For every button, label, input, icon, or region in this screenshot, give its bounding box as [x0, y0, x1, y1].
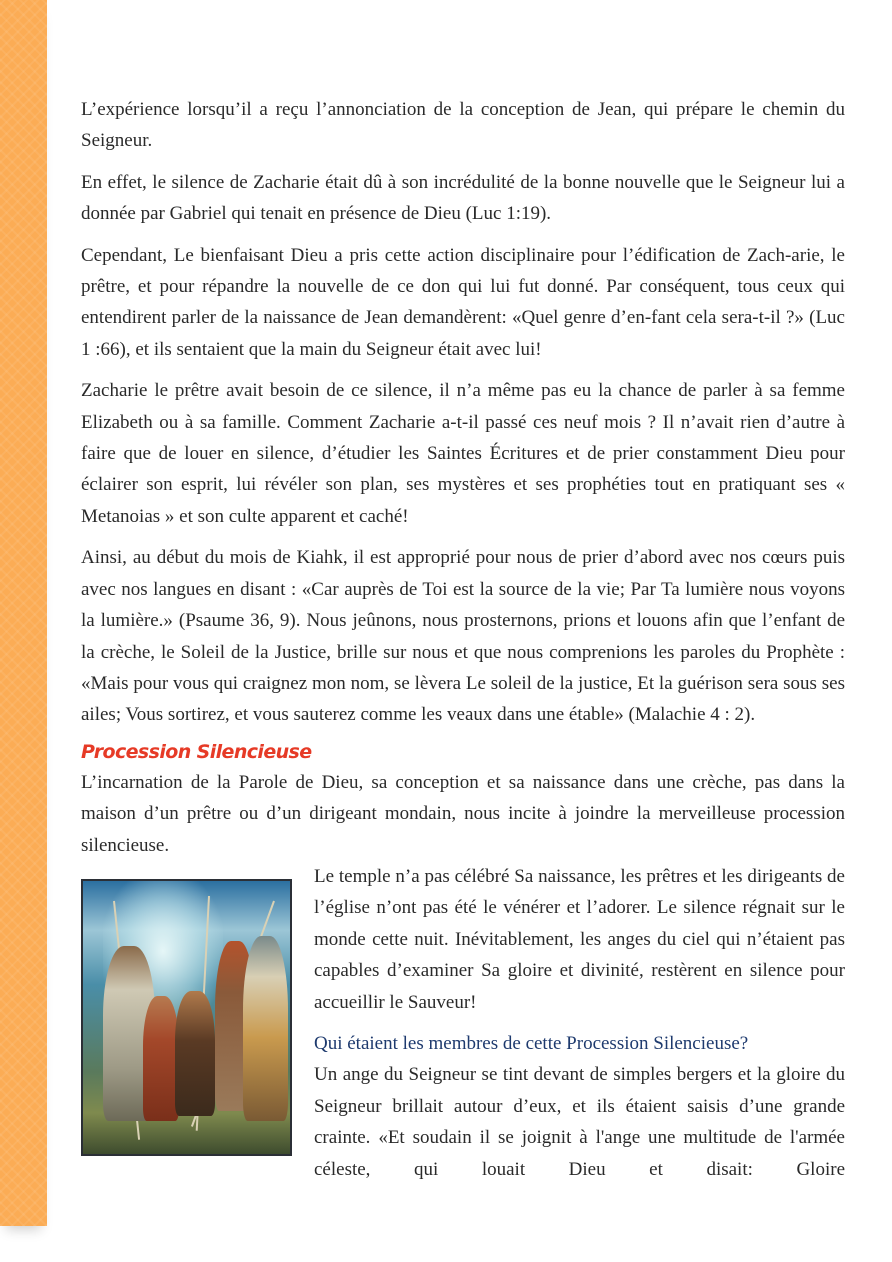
section-wrap — [81, 861, 845, 1185]
paragraph: Un ange du Seigneur se tint devant de simples bergers et la gloire du Seigneur brillait autour d’eux, et ils étaient saisis d’une grande crainte. «Et soudain il se joignit à l'ange une multitude de l'armée céleste, qui louait Dieu et disait: Gloire — [314, 1064, 845, 1180]
article-body — [81, 94, 845, 1185]
painting-figure — [243, 936, 288, 1121]
section-title: Procession Silencieuse — [81, 740, 312, 763]
paragraph: Cependant, Le bienfaisant Dieu a pris cette action disciplinaire pour l’édification de Zach-arie, le prêtre, et pour répandre la nouvelle de ce don qui lui fut donné. Par conséquent, tous ceux qui entendirent parler de la naissance de Jean demandèrent: «Quel genre d’en-fant cela sera-t-il ?» (Luc 1 :66), et ils sentaient que la main du Seigneur était avec lui! — [81, 244, 845, 360]
paragraph: L’expérience lorsqu’il a reçu l’annonciation de la conception de Jean, qui prépare le chemin du Seigneur. — [81, 99, 845, 152]
painting-figure — [175, 991, 215, 1116]
paragraph: En effet, le silence de Zacharie était dû à son incrédulité de la bonne nouvelle que le Seigneur lui a donnée par Gabriel qui tenait en présence de Dieu (Luc 1:19). — [81, 171, 845, 225]
paragraph: Zacharie le prêtre avait besoin de ce silence, il n’a même pas eu la chance de parler à sa femme Elizabeth ou à sa famille. Comment Zacharie a-t-il passé ces neuf mois ? Il n’avait rien d’autre à faire que de louer en silence, d’étudier les Saintes Écritures et de prier constamment Dieu pour éclairer son esprit, lui révéler son plan, ses mystères et ses prophéties tout en pratiquant ses « Metanoias » et son culte apparent et caché! — [81, 380, 845, 527]
shepherds-painting — [81, 879, 292, 1156]
sub-heading: Qui étaient les membres de cette Procession Silencieuse? — [314, 1032, 749, 1054]
paragraph: L’incarnation de la Parole de Dieu, sa conception et sa naissance dans une crèche, pas dans la maison d’un prêtre ou d’un dirigeant mondain, nous incite à joindre la merveilleuse procession silencieuse. — [81, 771, 845, 856]
painting-figure — [143, 996, 179, 1121]
decorative-side-bar — [0, 0, 47, 1226]
paragraph: Le temple n’a pas célébré Sa naissance, les prêtres et les dirigeants de l’église n’ont pas été le vénérer et l’adorer. Le silence régnait sur le monde cette nuit. Inévitablement, les anges du ciel qui n’étaient pas capables d’examiner Sa gloire et divinité, restèrent en silence pour accueillir le Sauveur! — [314, 865, 845, 1013]
paragraph: Ainsi, au début du mois de Kiahk, il est approprié pour nous de prier d’abord avec nos cœurs puis avec nos langues en disant : «Car auprès de Toi est la source de la vie; Par Ta lumière nous voyons la lumière.» (Psaume 36, 9). Nous jeûnons, nous prosternons, prions et louons afin que l’enfant de la crèche, le Soleil de la Justice, brille sur nous et que nous comprenions les paroles du Prophète : «Mais pour vous qui craignez mon nom, se lèvera Le soleil de la justice, Et la guérison sera sous ses ailes; Vous sortirez, et vous sauterez comme les veaux dans une étable» (Malachie 4 : 2). — [81, 547, 845, 726]
